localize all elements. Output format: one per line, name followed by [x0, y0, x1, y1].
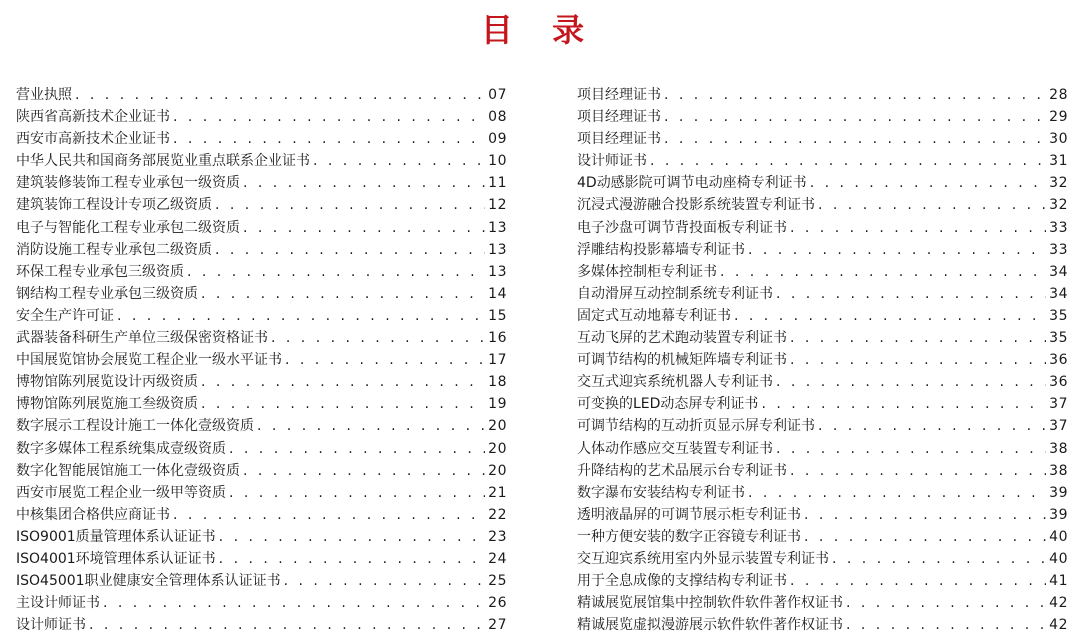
toc-entry-label: 互动飞屏的艺术跑动装置专利证书 [577, 330, 787, 347]
toc-entry-label: 多媒体控制柜专利证书 [577, 263, 717, 280]
dot-leader [790, 327, 1046, 349]
toc-entry-page-number: 40 [1049, 550, 1068, 567]
toc-entry-page-number: 38 [1049, 440, 1068, 457]
dot-leader [664, 128, 1046, 150]
dot-leader [215, 239, 485, 261]
toc-entry[interactable] [16, 393, 507, 415]
toc-entry-label: 钢结构工程专业承包三级资质 [16, 285, 198, 302]
toc-entry[interactable] [16, 128, 507, 150]
toc-entry-label: 浮雕结构投影幕墙专利证书 [577, 241, 745, 258]
toc-entry[interactable] [16, 305, 507, 327]
toc-entry[interactable] [16, 84, 507, 106]
toc-entry-label: 环保工程专业承包三级资质 [16, 263, 184, 280]
toc-entry[interactable] [577, 415, 1068, 437]
toc-entry[interactable] [16, 570, 507, 592]
dot-leader [173, 106, 485, 128]
dot-leader [650, 150, 1046, 172]
dot-leader [89, 614, 485, 636]
toc-entry-label: 项目经理证书 [577, 87, 661, 103]
toc-entry-label: 安全生产许可证 [16, 307, 114, 324]
dot-leader [720, 261, 1046, 283]
toc-entry-page-number: 32 [1049, 197, 1068, 214]
dot-leader [734, 305, 1046, 327]
toc-entry-page-number: 23 [488, 528, 507, 545]
toc-entry-label: 电子与智能化工程专业承包二级资质 [16, 219, 240, 236]
toc-entry[interactable] [16, 283, 507, 305]
dot-leader [664, 106, 1046, 128]
toc-entry-label: 升降结构的艺术品展示台专利证书 [577, 462, 787, 479]
dot-leader [103, 592, 485, 614]
toc-entry-page-number: 38 [1049, 462, 1068, 479]
dot-leader [201, 393, 485, 415]
toc-entry-label: 数字瀑布安装结构专利证书 [577, 484, 745, 501]
toc-entry-page-number: 17 [488, 352, 507, 369]
toc-entry-label: 设计师证书 [577, 153, 647, 170]
toc-entry-label: 可调节结构的机械矩阵墙专利证书 [577, 352, 787, 369]
toc-entry[interactable] [577, 194, 1068, 216]
toc-entry-page-number: 31 [1049, 153, 1068, 170]
toc-entry-label: 西安市展览工程企业一级甲等资质 [16, 484, 226, 501]
toc-entry-page-number: 37 [1049, 418, 1068, 435]
dot-leader [75, 84, 485, 106]
toc-entry-page-number: 09 [488, 131, 507, 148]
toc-entry[interactable] [16, 592, 507, 614]
toc-entry-label: 建筑装饰工程设计专项乙级资质 [16, 197, 212, 214]
dot-leader [790, 570, 1046, 592]
toc-entry-page-number: 10 [488, 153, 507, 170]
toc-entry[interactable] [577, 261, 1068, 283]
toc-entry-label: 陕西省高新技术企业证书 [16, 109, 170, 126]
toc-entry-page-number: 34 [1049, 263, 1068, 280]
toc-entry[interactable] [577, 106, 1068, 128]
toc-entry-page-number: 20 [488, 418, 507, 435]
toc-entry-page-number: 41 [1049, 573, 1068, 590]
dot-leader [243, 217, 485, 239]
toc-entry-label: 4D动感影院可调节电动座椅专利证书 [577, 175, 807, 192]
toc-entry-page-number: 16 [488, 330, 507, 347]
toc-entry-page-number: 13 [488, 219, 507, 236]
toc-entry-page-number: 33 [1049, 241, 1068, 258]
toc-entry[interactable] [577, 150, 1068, 172]
toc-entry[interactable] [577, 217, 1068, 239]
dot-leader [313, 150, 485, 172]
toc-entry-label: 项目经理证书 [577, 131, 661, 148]
dot-leader [776, 438, 1046, 460]
toc-entry-page-number: 12 [488, 197, 507, 214]
toc-entry-page-number: 33 [1049, 219, 1068, 236]
toc-entry-page-number: 32 [1049, 175, 1068, 192]
dot-leader [664, 84, 1046, 106]
dot-leader [229, 482, 485, 504]
dot-leader [284, 570, 486, 592]
toc-entry-page-number: 21 [488, 484, 507, 501]
toc-entry-page-number: 42 [1049, 595, 1068, 612]
toc-entry-page-number: 35 [1049, 330, 1068, 347]
toc-entry-page-number: 26 [488, 595, 507, 612]
toc-entry[interactable] [577, 305, 1068, 327]
toc-entry-page-number: 39 [1049, 506, 1068, 523]
toc-entry[interactable] [16, 614, 507, 636]
dot-leader [271, 327, 485, 349]
toc-entry-label: 沉浸式漫游融合投影系统装置专利证书 [577, 197, 815, 214]
toc-entry-label: 数字化智能展馆施工一体化壹级资质 [16, 462, 240, 479]
toc-entry-label: 数字展示工程设计施工一体化壹级资质 [16, 418, 254, 435]
toc-entry-page-number: 15 [488, 307, 507, 324]
toc-entry-page-number: 18 [488, 374, 507, 391]
toc-entry[interactable] [577, 526, 1068, 548]
toc-entry-page-number: 36 [1049, 352, 1068, 369]
toc-entry-label: 西安市高新技术企业证书 [16, 131, 170, 148]
toc-entry-label: 营业执照 [16, 87, 72, 103]
toc-entry[interactable] [16, 217, 507, 239]
toc-entry-label: ISO45001职业健康安全管理体系认证证书 [16, 573, 281, 590]
toc-entry-label: ISO9001质量管理体系认证证书 [16, 528, 216, 545]
toc-entry-label: 用于全息成像的支撑结构专利证书 [577, 573, 787, 590]
toc-entry[interactable] [16, 194, 507, 216]
toc-entry-page-number: 24 [488, 550, 507, 567]
toc-entry-label: 博物馆陈列展览施工叁级资质 [16, 396, 198, 413]
toc-entry[interactable] [577, 592, 1068, 614]
toc-entry-page-number: 14 [488, 285, 507, 302]
dot-leader [810, 172, 1046, 194]
toc-entry[interactable] [16, 106, 507, 128]
toc-entry[interactable] [16, 239, 507, 261]
toc-entry-label: 固定式互动地幕专利证书 [577, 307, 731, 324]
dot-leader [285, 349, 485, 371]
dot-leader [761, 393, 1046, 415]
toc-entry-label: 博物馆陈列展览设计丙级资质 [16, 374, 198, 391]
toc-entry[interactable] [16, 526, 507, 548]
dot-leader [748, 239, 1046, 261]
dot-leader [776, 371, 1046, 393]
toc-entry[interactable] [577, 460, 1068, 482]
toc-entry[interactable] [16, 482, 507, 504]
toc-entry[interactable] [577, 349, 1068, 371]
toc-entry-label: 一种方便安装的数字正容镜专利证书 [577, 528, 801, 545]
toc-entry[interactable] [577, 482, 1068, 504]
toc-entry-label: 中核集团合格供应商证书 [16, 506, 170, 523]
toc-entry-label: 主设计师证书 [16, 595, 100, 612]
toc-entry-page-number: 22 [488, 506, 507, 523]
dot-leader [832, 548, 1046, 570]
toc-entry-label: 可变换的LED动态屏专利证书 [577, 396, 759, 413]
dot-leader [790, 217, 1046, 239]
toc-entry[interactable] [577, 172, 1068, 194]
toc-entry-page-number: 28 [1049, 87, 1068, 103]
dot-leader [219, 548, 486, 570]
dot-leader [201, 283, 485, 305]
dot-leader [818, 415, 1046, 437]
toc-entry-page-number: 13 [488, 263, 507, 280]
toc-entry-label: 可调节结构的互动折页显示屏专利证书 [577, 418, 815, 435]
toc-entry[interactable] [577, 371, 1068, 393]
dot-leader [790, 460, 1046, 482]
dot-leader [257, 415, 485, 437]
toc-entry[interactable] [16, 548, 507, 570]
toc-entry-page-number: 42 [1049, 617, 1068, 634]
toc-entry-label: 电子沙盘可调节背投面板专利证书 [577, 219, 787, 236]
toc-entry-label: 中华人民共和国商务部展览业重点联系企业证书 [16, 153, 310, 170]
toc-entry-label: 透明液晶屏的可调节展示柜专利证书 [577, 506, 801, 523]
toc-entry-page-number: 07 [488, 87, 507, 103]
dot-leader [776, 283, 1046, 305]
toc-entry[interactable] [577, 393, 1068, 415]
toc-entry[interactable] [577, 239, 1068, 261]
toc-entry-page-number: 13 [488, 241, 507, 258]
toc-entry-page-number: 11 [488, 175, 507, 192]
dot-leader [173, 504, 485, 526]
toc-entry[interactable] [16, 438, 507, 460]
toc-entry-page-number: 36 [1049, 374, 1068, 391]
toc-entry-label: 精诚展览展馆集中控制软件软件著作权证书 [577, 595, 843, 612]
toc-entry-page-number: 20 [488, 462, 507, 479]
toc-entry-page-number: 08 [488, 109, 507, 126]
toc-entry[interactable] [16, 415, 507, 437]
toc-entry[interactable] [577, 438, 1068, 460]
dot-leader [804, 526, 1046, 548]
toc-entry-label: 中国展览馆协会展览工程企业一级水平证书 [16, 352, 282, 369]
dot-leader [219, 526, 486, 548]
toc-entry-label: 人体动作感应交互装置专利证书 [577, 440, 773, 457]
toc-entry-page-number: 25 [488, 573, 507, 590]
toc-entry-page-number: 37 [1049, 396, 1068, 413]
toc-entry-label: 精诚展览虚拟漫游展示软件软件著作权证书 [577, 617, 843, 634]
dot-leader [818, 194, 1046, 216]
dot-leader [243, 172, 485, 194]
toc-entry[interactable] [577, 614, 1068, 636]
toc-entry[interactable] [577, 570, 1068, 592]
toc-entry[interactable] [16, 172, 507, 194]
toc-entry-label: 交互式迎宾系统机器人专利证书 [577, 374, 773, 391]
dot-leader [846, 614, 1046, 636]
toc-entry-label: 自动滑屏互动控制系统专利证书 [577, 285, 773, 302]
dot-leader [201, 371, 485, 393]
toc-entry-page-number: 19 [488, 396, 507, 413]
toc-entry[interactable] [16, 371, 507, 393]
toc-entry-label: 武器装备科研生产单位三级保密资格证书 [16, 330, 268, 347]
dot-leader [846, 592, 1046, 614]
toc-entry-label: 项目经理证书 [577, 109, 661, 126]
toc-entry-page-number: 35 [1049, 307, 1068, 324]
dot-leader [804, 504, 1046, 526]
page-title: 目 录 [480, 11, 599, 49]
toc-entry-page-number: 29 [1049, 109, 1068, 126]
toc-entry[interactable] [16, 327, 507, 349]
toc-entry[interactable] [16, 150, 507, 172]
toc-entry[interactable] [577, 327, 1068, 349]
toc-entry-page-number: 40 [1049, 528, 1068, 545]
toc-entry[interactable] [577, 283, 1068, 305]
toc-entry[interactable] [16, 504, 507, 526]
toc-entry[interactable] [577, 504, 1068, 526]
toc-right-column [577, 84, 1068, 636]
dot-leader [173, 128, 485, 150]
toc-entry-label: 建筑装修装饰工程专业承包一级资质 [16, 175, 240, 192]
toc-entry-label: 消防设施工程专业承包二级资质 [16, 241, 212, 258]
dot-leader [117, 305, 485, 327]
dot-leader [790, 349, 1046, 371]
toc-entry-page-number: 30 [1049, 131, 1068, 148]
toc-entry-label: 交互迎宾系统用室内外显示装置专利证书 [577, 550, 829, 567]
toc-entry-label: 设计师证书 [16, 617, 86, 634]
toc-entry[interactable] [16, 349, 507, 371]
toc-left-column [16, 84, 507, 636]
dot-leader [243, 460, 485, 482]
toc-entry[interactable] [16, 460, 507, 482]
dot-leader [187, 261, 485, 283]
toc-entry[interactable] [16, 261, 507, 283]
toc-entry-page-number: 34 [1049, 285, 1068, 302]
toc-entry[interactable] [577, 84, 1068, 106]
toc-entry-page-number: 20 [488, 440, 507, 457]
toc-entry-label: 数字多媒体工程系统集成壹级资质 [16, 440, 226, 457]
dot-leader [215, 194, 485, 216]
dot-leader [748, 482, 1046, 504]
toc-entry[interactable] [577, 128, 1068, 150]
toc-entry[interactable] [577, 548, 1068, 570]
toc-entry-page-number: 39 [1049, 484, 1068, 501]
toc-entry-label: ISO4001环境管理体系认证证书 [16, 550, 216, 567]
dot-leader [229, 438, 485, 460]
toc-entry-page-number: 27 [488, 617, 507, 634]
